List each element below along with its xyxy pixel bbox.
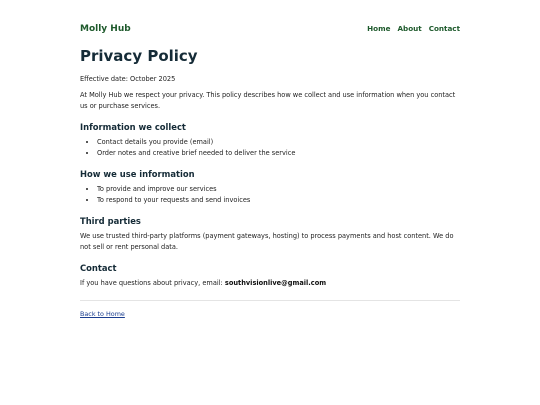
section-heading-third-parties: Third parties — [80, 216, 141, 226]
information-collect-list — [80, 137, 460, 159]
section-heading-information-collect: Information we collect — [80, 122, 186, 132]
nav-link-about[interactable]: About — [397, 24, 422, 33]
contact-text: If you have questions about privacy, email: — [80, 279, 225, 287]
main-nav — [367, 24, 460, 33]
intro-paragraph: At Molly Hub we respect your privacy. This policy describes how we collect and use information when you contact us or purchase services. — [80, 91, 456, 110]
list-item: • Contact details you provide (email) — [97, 137, 460, 148]
list-item: • Order notes and creative brief needed to deliver the service — [97, 148, 460, 159]
section-heading-contact: Contact — [80, 263, 117, 273]
footer-divider — [80, 300, 460, 301]
third-parties-paragraph: We use trusted third-party platforms (payment gateways, hosting) to process payments and host content. We do not sell or rent personal data. — [80, 232, 454, 251]
site-header — [80, 22, 460, 35]
list-item: • To respond to your requests and send invoices — [97, 195, 460, 206]
list-item: • To provide and improve our services — [97, 184, 460, 195]
section-heading-how-we-use: How we use information — [80, 169, 195, 179]
page-title: Privacy Policy — [80, 47, 198, 65]
content-container — [80, 22, 460, 320]
brand-logo-link[interactable]: Molly Hub — [80, 23, 131, 34]
effective-date: Effective date: October 2025 — [80, 75, 176, 83]
nav-link-home[interactable]: Home — [367, 24, 391, 33]
contact-email: southvisionlive@gmail.com — [224, 279, 327, 287]
contact-paragraph — [80, 278, 460, 289]
back-to-home-link[interactable]: Back to Home — [80, 310, 125, 318]
how-we-use-list — [80, 184, 460, 206]
nav-link-contact[interactable]: Contact — [428, 24, 460, 33]
